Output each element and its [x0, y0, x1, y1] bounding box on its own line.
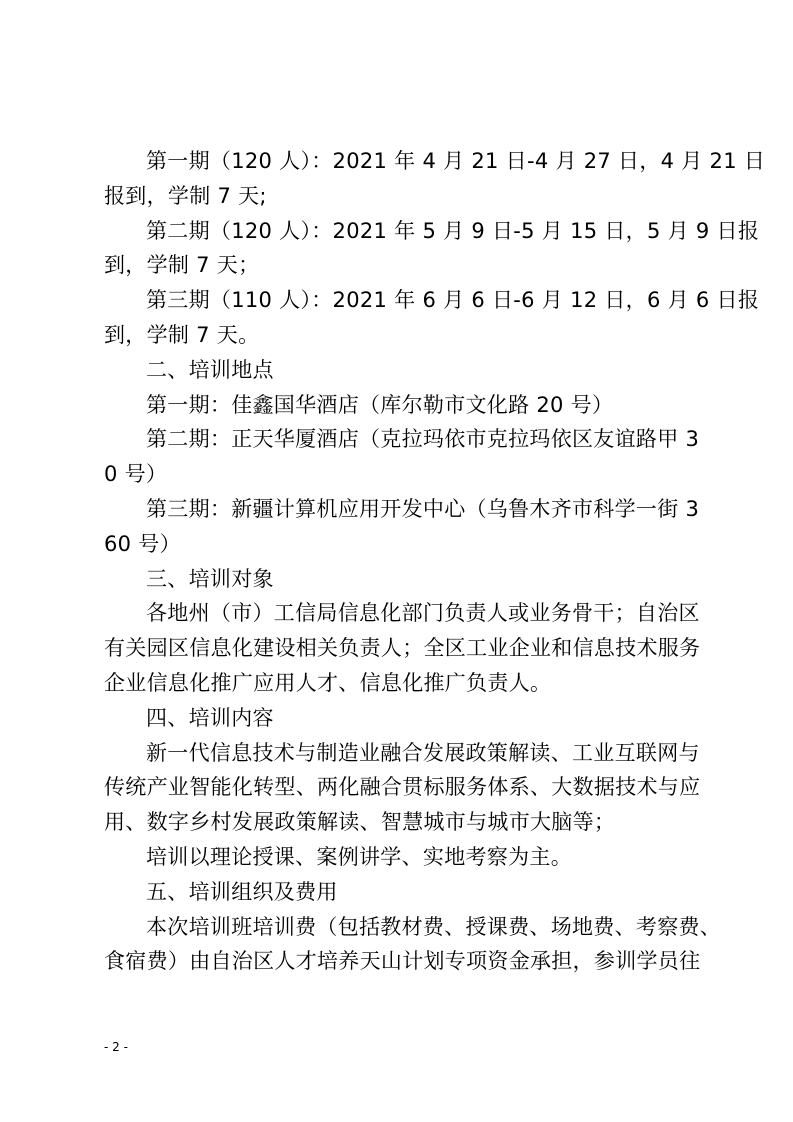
text-line: 五、培训组织及费用 — [146, 879, 338, 904]
text-line: 第一期（120 人）：2021 年 4 月 21 日-4 月 27 日，4 月 21 日 — [146, 149, 766, 173]
text-line: 60 号） — [104, 531, 181, 556]
text-line: 新一代信息技术与制造业融合发展政策解读、工业互联网与 — [146, 740, 700, 765]
text-line: 第三期：新疆计算机应用开发中心（乌鲁木齐市科学一街 3 — [146, 496, 700, 521]
text-line: 用、数字乡村发展政策解读、智慧城市与城市大脑等； — [104, 810, 616, 835]
text-line: 培训以理论授课、案例讲学、实地考察为主。 — [146, 844, 572, 869]
text-line: 各地州（市）工信局信息化部门负责人或业务骨干；自治区 — [146, 601, 700, 626]
text-line: 本次培训班培训费（包括教材费、授课费、场地费、考察费、 — [146, 914, 722, 939]
text-line: 企业信息化推广应用人才、信息化推广负责人。 — [104, 670, 552, 695]
text-line: 0 号） — [104, 462, 168, 487]
page-number: - 2 - — [104, 1040, 128, 1054]
text-line: 到，学制 7 天。 — [104, 322, 260, 347]
text-line: 四、培训内容 — [146, 705, 274, 730]
text-line: 第一期：佳鑫国华酒店（库尔勒市文化路 20 号） — [146, 392, 614, 417]
text-line: 第三期（110 人）：2021 年 6 月 6 日-6 月 12 日，6 月 6 日报 — [146, 288, 760, 313]
text-line: 有关园区信息化建设相关负责人；全区工业企业和信息技术服务 — [104, 636, 701, 661]
text-line: 二、培训地点 — [146, 357, 274, 382]
text-line: 三、培训对象 — [146, 566, 274, 591]
text-line: 第二期：正天华厦酒店（克拉玛依市克拉玛依区友谊路甲 3 — [146, 427, 700, 452]
text-line: 到，学制 7 天； — [104, 253, 260, 278]
text-line: 传统产业智能化转型、两化融合贯标服务体系、大数据技术与应 — [104, 775, 701, 800]
text-line: 报到，学制 7 天; — [104, 183, 267, 208]
document-body — [104, 144, 766, 979]
text-line: 食宿费）由自治区人才培养天山计划专项资金承担，参训学员往 — [104, 949, 701, 974]
text-line: 第二期（120 人）：2021 年 5 月 9 日-5 月 15 日，5 月 9 日报 — [146, 218, 760, 243]
